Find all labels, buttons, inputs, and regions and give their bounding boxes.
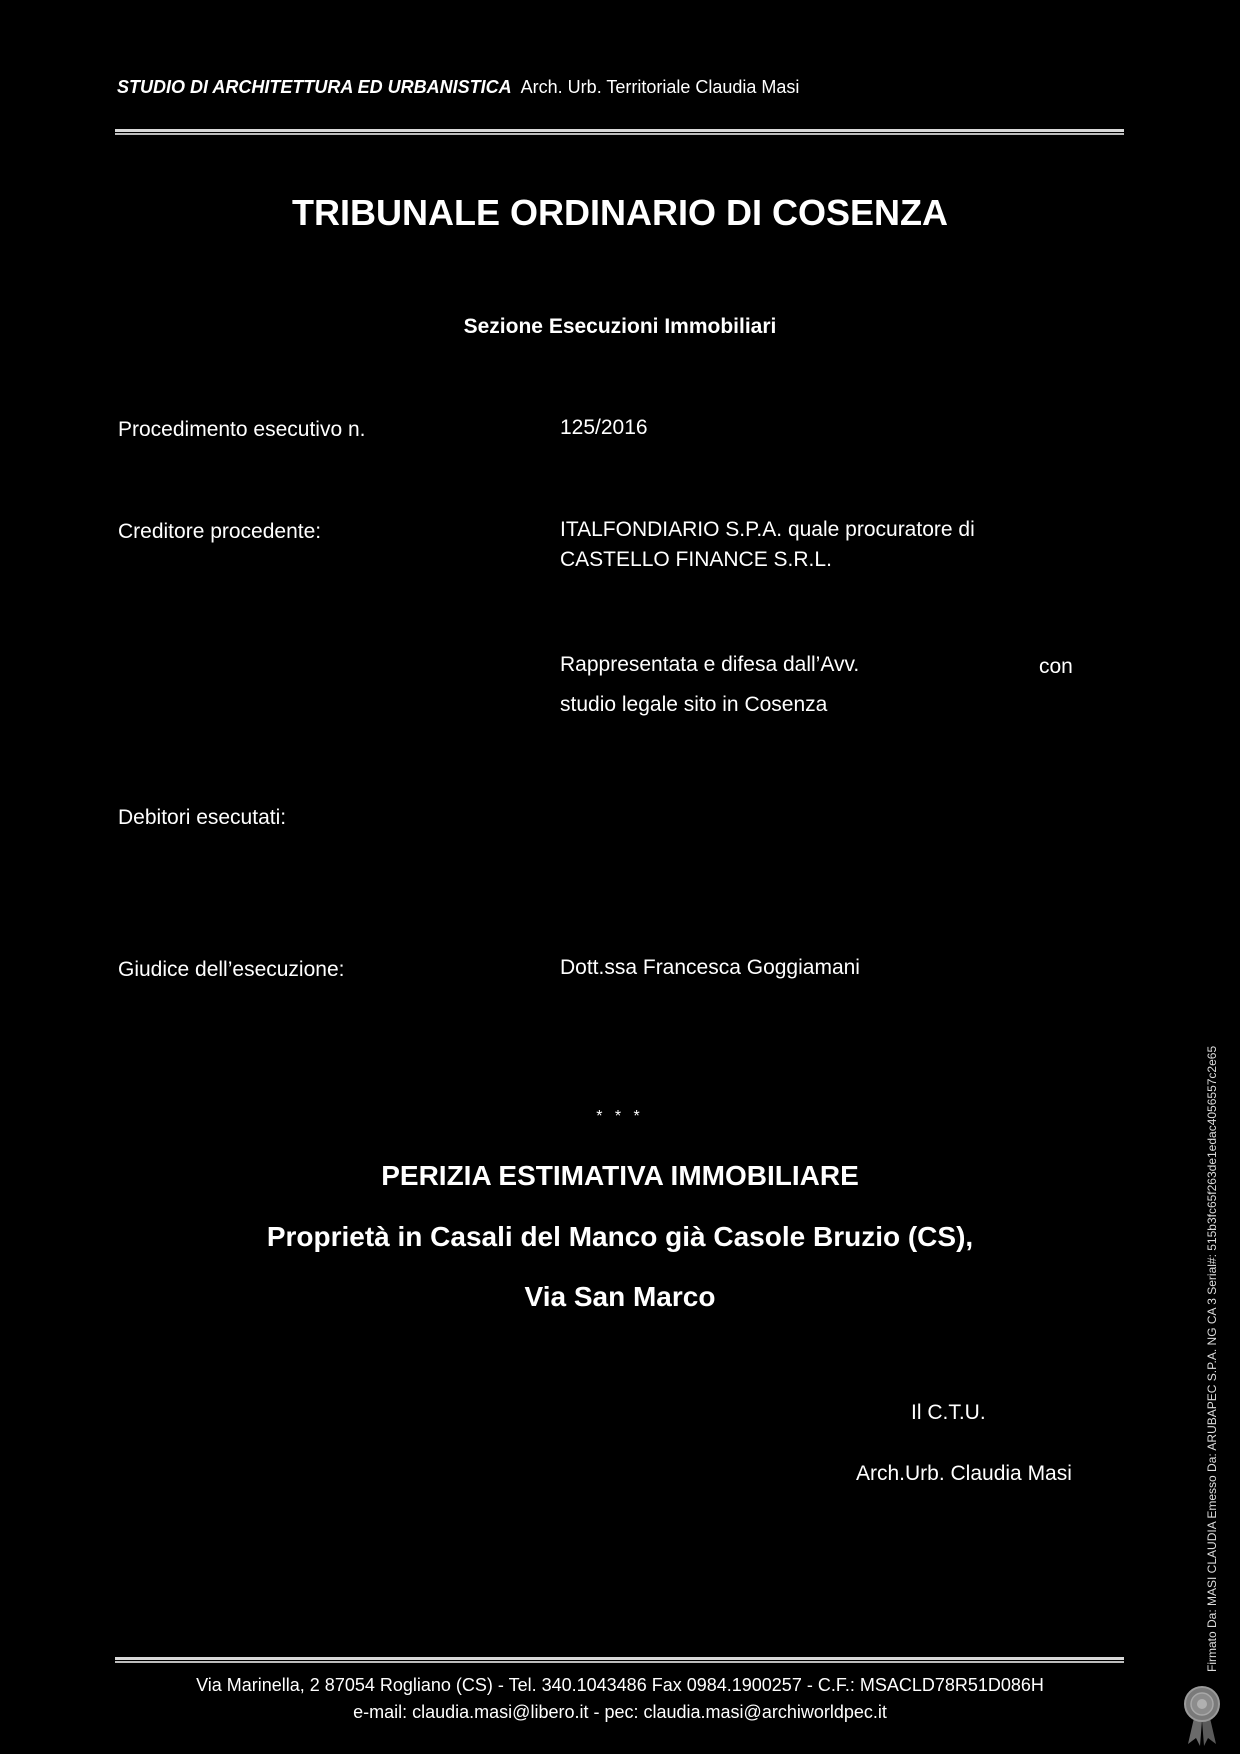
property-location: Proprietà in Casali del Manco già Casole Bruzio (CS), xyxy=(266,1221,974,1252)
debitori-label: Debitori esecutati: xyxy=(118,806,287,829)
perizia-title: PERIZIA ESTIMATIVA IMMOBILIARE xyxy=(381,1160,859,1191)
procedimento-value: 125/2016 xyxy=(560,416,648,439)
seal-icon xyxy=(1182,1684,1222,1748)
creditore-label: Creditore procedente: xyxy=(118,520,322,543)
studio-name: STUDIO DI ARCHITETTURA ED URBANISTICA xyxy=(117,77,512,97)
rappresentata-text: Rappresentata e difesa dall’Avv. xyxy=(560,653,860,676)
separator-stars: * * * xyxy=(596,1108,644,1125)
studio-legale-text: studio legale sito in Cosenza xyxy=(560,693,828,716)
digital-signature-stamp xyxy=(1205,902,1235,1672)
con-text: con xyxy=(1039,655,1073,678)
footer-address: Via Marinella, 2 87054 Rogliano (CS) - Tel. 340.1043486 Fax 0984.1900257 - C.F.: MSACLD78R51D086H xyxy=(196,1675,1044,1695)
letterhead xyxy=(117,77,799,98)
giudice-label: Giudice dell’esecuzione: xyxy=(118,958,345,981)
ctu-role: Il C.T.U. xyxy=(911,1401,986,1424)
creditore-value xyxy=(560,515,975,575)
digital-signature-text: Firmato Da: MASI CLAUDIA Emesso Da: ARUBAPEC S.P.A. NG CA 3 Serial#: 515b3fc65f263de1edac4056557c2e65 xyxy=(1205,1045,1219,1672)
ctu-name: Arch.Urb. Claudia Masi xyxy=(856,1462,1072,1485)
section-subtitle: Sezione Esecuzioni Immobiliari xyxy=(463,315,777,338)
procedimento-label: Procedimento esecutivo n. xyxy=(118,418,366,441)
header-divider xyxy=(115,129,1124,135)
court-title: TRIBUNALE ORDINARIO DI COSENZA xyxy=(292,192,948,233)
architect-name: Arch. Urb. Territoriale Claudia Masi xyxy=(520,77,800,97)
footer-contacts: e-mail: claudia.masi@libero.it - pec: claudia.masi@archiworldpec.it xyxy=(353,1702,887,1722)
footer-divider xyxy=(115,1657,1124,1663)
giudice-value: Dott.ssa Francesca Goggiamani xyxy=(560,956,860,979)
property-street: Via San Marco xyxy=(524,1281,716,1312)
creditore-line-1: ITALFONDIARIO S.P.A. quale procuratore di xyxy=(560,518,975,541)
creditore-line-2: CASTELLO FINANCE S.R.L. xyxy=(560,548,832,571)
